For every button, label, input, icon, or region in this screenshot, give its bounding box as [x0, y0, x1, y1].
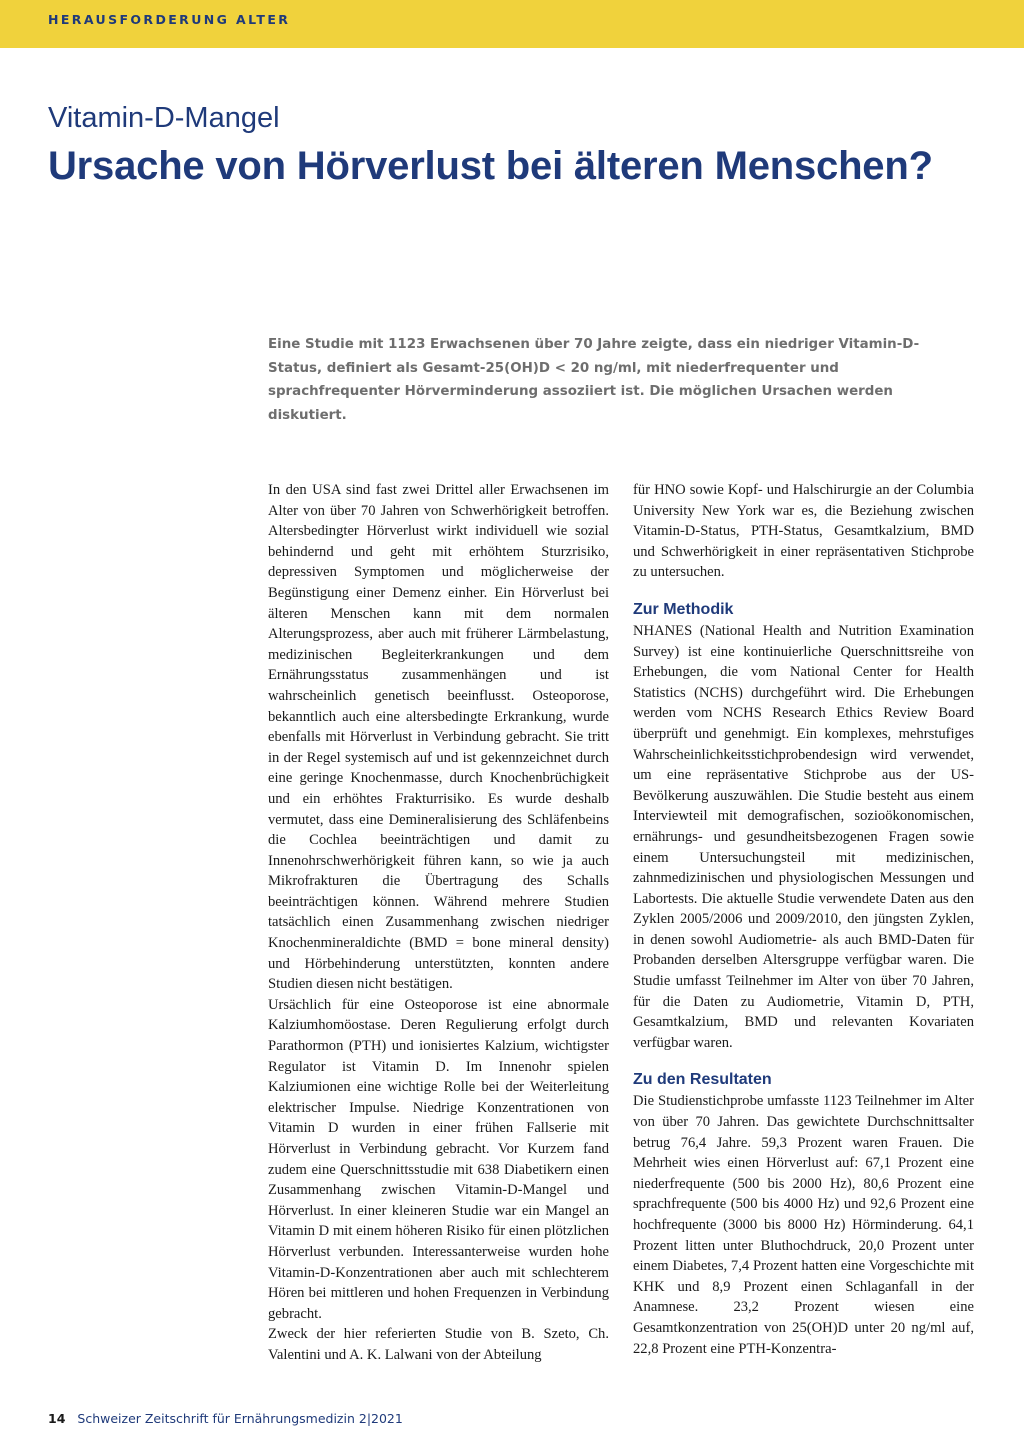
article-title: Ursache von Hörverlust bei älteren Menschen?	[48, 144, 933, 188]
journal-name: Schweizer Zeitschrift für Ernährungsmedizin 2|2021	[77, 1411, 403, 1426]
body-paragraph: für HNO sowie Kopf- und Halschirurgie an der Columbia University New York war es, die Beziehung zwischen Vitamin-D-Status, PTH-Status, Gesamtkalzium, BMD und Schwerhörigkeit in einer repräsentativen Stichprobe zu untersuchen.	[633, 482, 974, 581]
body-column-right	[633, 480, 974, 1359]
article-subtitle: Vitamin-D-Mangel	[48, 102, 280, 134]
body-paragraph: Zweck der hier referierten Studie von B. Szeto, Ch. Valentini und A. K. Lalwani von der Abteilung	[268, 1326, 609, 1363]
body-paragraph: NHANES (National Health and Nutrition Examination Survey) ist eine kontinuierliche Querschnittsreihe von Erhebungen, die vom National Center for Health Statistics (NCHS) durchgeführt wird. Die Erhebungen werden vom NCHS Research Ethics Review Board überprüft und genehmigt. Ein komplexes, mehrstufiges Wahrscheinlichkeitsstichprobendesign wird verwendet, um eine repräsentative Stichprobe aus der US-Bevölkerung auszuwählen. Die Studie besteht aus einem Interviewteil mit demografischen, sozioökonomischen, ernährungs- und gesundheitsbezogenen Fragen sowie einem Untersuchungsteil mit medizinischen, zahnmedizinischen und physiologischen Messungen und Labortests. Die aktuelle Studie verwendete Daten aus den Zyklen 2005/2006 und 2009/2010, den jüngsten Zyklen, in denen sowohl Audiometrie- als auch BMD-Daten für Probanden derselben Altersgruppe verfügbar waren. Die Studie umfasst Teilnehmer im Alter von über 70 Jahren, für die Daten zu Audiometrie, Vitamin D, PTH, Gesamtkalzium, BMD und relevanten Kovariaten verfügbar waren.	[633, 622, 974, 1051]
section-heading-results: Zu den Resultaten	[633, 1071, 772, 1089]
article-lead: Eine Studie mit 1123 Erwachsenen über 70 Jahre zeigte, dass ein niedriger Vitamin-D-Status, definiert als Gesamt-25(OH)D < 20 ng/ml, mit niederfrequenter und sprachfrequenter Hörverminderung assoziiert ist. Die möglichen Ursachen werden diskutiert.	[268, 337, 920, 423]
body-paragraph: In den USA sind fast zwei Drittel aller Erwachsenen im Alter von über 70 Jahren von Schwerhörigkeit betroffen. Altersbedingter Hörverlust wirkt individuell wie sozial behindernd und geht mit erhöhtem Sturzrisiko, depressiven Symptomen und möglicherweise der Begünstigung einer Demenz einher. Ein Hörverlust bei älteren Menschen kann mit dem normalen Alterungsprozess, aber auch mit früherer Lärmbelastung, medizinischen Begleiterkrankungen und dem Ernährungsstatus zusammenhängen und ist wahrscheinlich genetisch beeinflusst. Osteoporose, bekanntlich auch eine altersbedingte Erkrankung, wurde ebenfalls mit Hörverlust in Verbindung gebracht. Sie tritt in der Regel systemisch auf und ist gekennzeichnet durch eine geringe Knochenmasse, durch Knochenbrüchigkeit und ein erhöhtes Frakturrisiko. Es wurde deshalb vermutet, dass eine Demineralisierung des Schläfenbeins die Cochlea beeinträchtigen und damit zu Innenohrschwerhörigkeit führen kann, so wie ja auch Mikrofrakturen die Übertragung des Schalls beeinträchtigen können. Während mehrere Studien tatsächlich einen Zusammenhang zwischen niedriger Knochenmineraldichte (BMD = bone mineral density) und Hörbehinderung unterstützten, konnten andere Studien diesen nicht bestätigen.	[268, 482, 609, 993]
page-footer	[48, 1411, 403, 1426]
section-kicker: HERAUSFORDERUNG ALTER	[48, 12, 291, 27]
section-heading-methods: Zur Methodik	[633, 600, 734, 618]
section-banner	[0, 0, 1024, 48]
body-paragraph: Die Studienstichprobe umfasste 1123 Teilnehmer im Alter von über 70 Jahren. Das gewichtete Durchschnittsalter betrug 76,4 Jahre. 59,3 Prozent waren Frauen. Die Mehrheit wies einen Hörverlust auf: 67,1 Prozent eine niederfrequente (500 bis 2000 Hz), 80,6 Prozent eine sprachfrequente (500 bis 4000 Hz) und 92,6 Prozent eine hochfrequente (3000 bis 8000 Hz) Hörminderung. 64,1 Prozent litten unter Bluthochdruck, 20,0 Prozent unter einem Diabetes, 7,4 Prozent hatten eine Vorgeschichte mit KHK und 8,9 Prozent einen Schlaganfall in der Anamnese. 23,2 Prozent wiesen eine Gesamtkonzentration von 25(OH)D unter 20 ng/ml auf, 22,8 Prozent eine PTH-Konzentra-	[633, 1093, 974, 1357]
body-column-left	[268, 480, 609, 1366]
page-number: 14	[48, 1411, 66, 1426]
body-paragraph: Ursächlich für eine Osteoporose ist eine abnormale Kalziumhomöostase. Deren Regulierung erfolgt durch Parathormon (PTH) und ionisiertes Kalzium, wichtigster Regulator ist Vitamin D. Im Innenohr spielen Kalziumionen eine wichtige Rolle bei der Weiterleitung elektrischer Impulse. Niedrige Konzentrationen von Vitamin D wurden in einer frühen Fallserie mit Hörverlust in Verbindung gebracht. Vor Kurzem fand zudem eine Querschnittsstudie mit 638 Diabetikern einen Zusammenhang zwischen Vitamin-D-Mangel und Hörverlust. In einer kleineren Studie war ein Mangel an Vitamin D mit einem höheren Risiko für einen plötzlichen Hörverlust verbunden. Interessanterweise wurden hohe Vitamin-D-Konzentrationen aber auch mit schlechterem Hören bei mittleren und hohen Frequenzen in Verbindung gebracht.	[268, 996, 609, 1322]
